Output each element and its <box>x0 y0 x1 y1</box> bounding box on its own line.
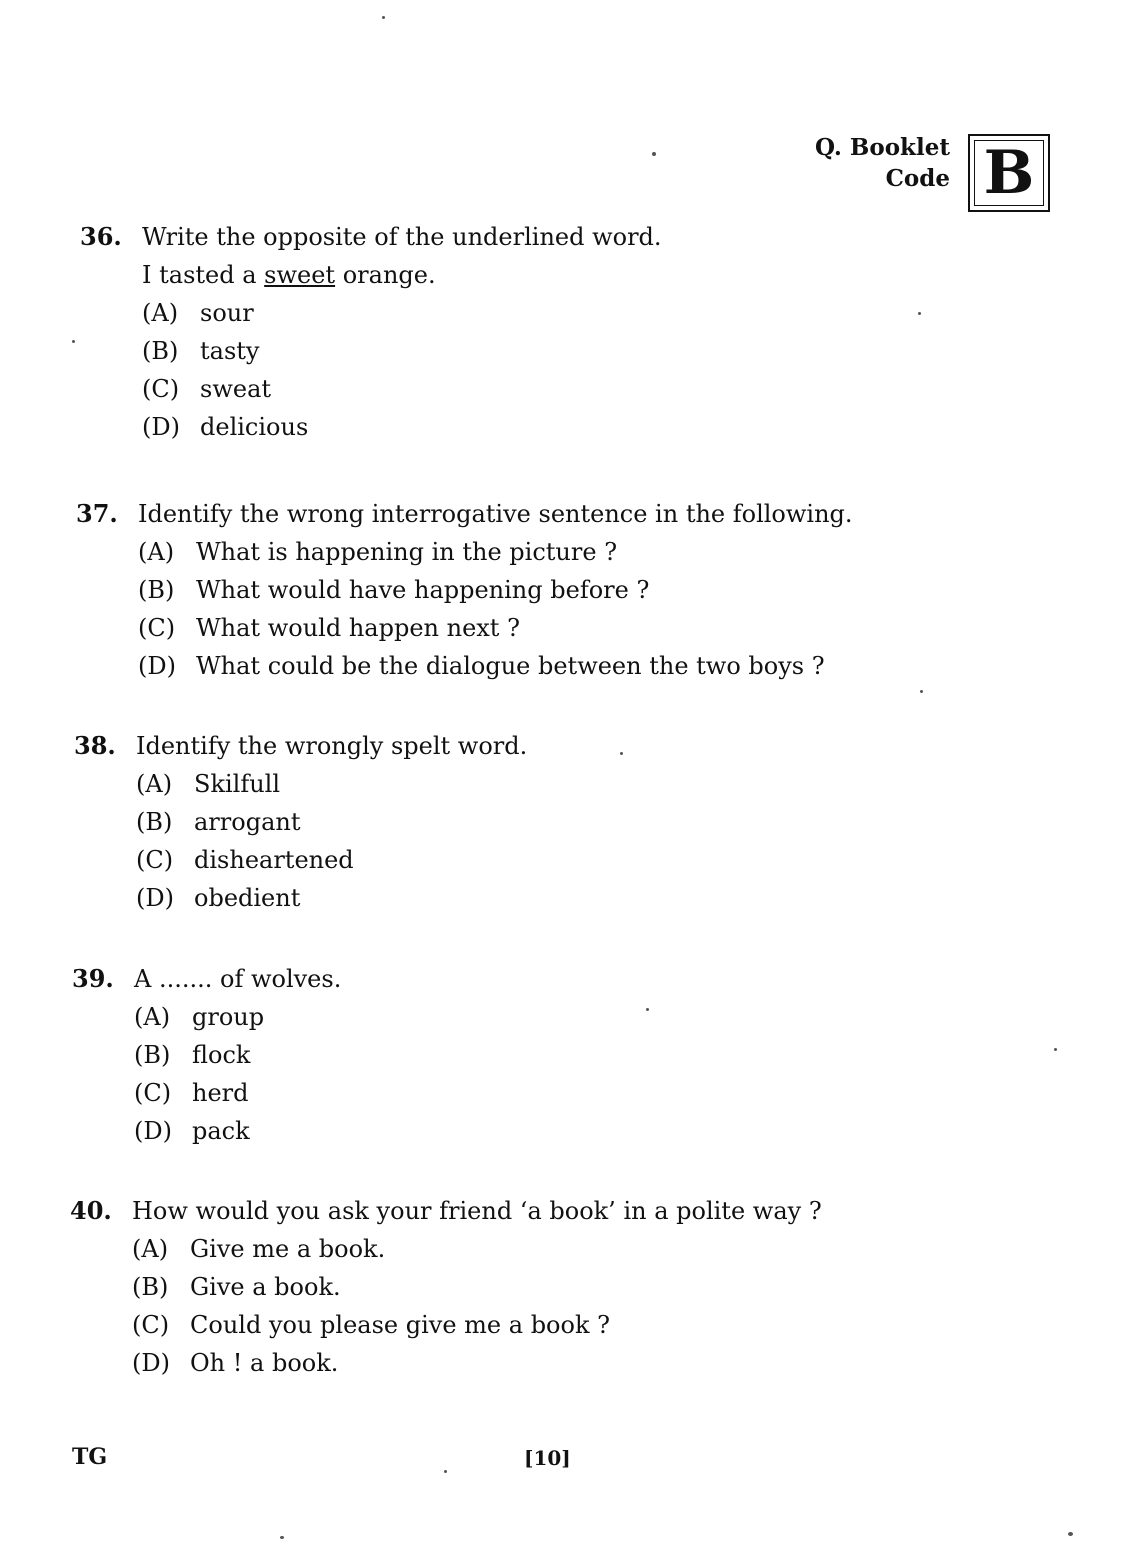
option-a <box>72 998 341 1036</box>
sentence-before: I tasted a <box>142 261 265 289</box>
option-d <box>76 647 853 685</box>
option-letter: (B) <box>142 337 179 365</box>
option-letter: (D) <box>134 1117 172 1145</box>
question-36 <box>80 218 662 446</box>
question-text: How would you ask your friend ‘a book’ in a polite way ? <box>132 1197 822 1225</box>
option-b <box>80 332 662 370</box>
option-text: flock <box>192 1041 251 1069</box>
option-letter: (C) <box>138 614 176 642</box>
option-text: What is happening in the picture ? <box>196 538 618 566</box>
option-b <box>70 1268 822 1306</box>
option-text: obedient <box>194 884 301 912</box>
option-c <box>70 1306 822 1344</box>
scan-speck <box>920 690 923 693</box>
option-text: tasty <box>200 337 260 365</box>
option-a <box>76 533 853 571</box>
option-text: disheartened <box>194 846 354 874</box>
question-39 <box>72 960 341 1150</box>
page-number: [10] <box>524 1446 571 1470</box>
question-number: 38. <box>74 731 116 760</box>
option-c <box>72 1074 341 1112</box>
question-number: 36. <box>80 222 122 251</box>
question-number: 40. <box>70 1196 112 1225</box>
booklet-code-letter: B <box>983 138 1035 208</box>
option-letter: (B) <box>136 808 173 836</box>
scan-speck <box>382 16 385 19</box>
option-b <box>76 571 853 609</box>
option-b <box>72 1036 341 1074</box>
option-text: Skilfull <box>194 770 281 798</box>
option-text: What would happen next ? <box>196 614 520 642</box>
scan-speck <box>652 152 656 156</box>
option-c <box>74 841 527 879</box>
option-text: arrogant <box>194 808 301 836</box>
option-a <box>80 294 662 332</box>
question-text: Identify the wrongly spelt word. <box>136 732 528 760</box>
option-text: Oh ! a book. <box>190 1349 339 1377</box>
option-letter: (D) <box>136 884 174 912</box>
booklet-code-label <box>790 132 950 194</box>
scan-speck <box>444 1470 447 1473</box>
option-letter: (D) <box>138 652 176 680</box>
option-c <box>80 370 662 408</box>
option-letter: (A) <box>132 1235 169 1263</box>
scan-speck <box>1068 1532 1073 1536</box>
option-text: sweat <box>200 375 272 403</box>
question-text: Write the opposite of the underlined word. <box>142 223 662 251</box>
option-letter: (C) <box>134 1079 172 1107</box>
option-letter: (C) <box>136 846 174 874</box>
option-text: delicious <box>200 413 309 441</box>
option-letter: (B) <box>138 576 175 604</box>
option-letter: (A) <box>142 299 179 327</box>
question-text: A ....... of wolves. <box>134 965 342 993</box>
scan-speck <box>280 1536 284 1539</box>
option-letter: (B) <box>134 1041 171 1069</box>
question-38 <box>74 727 527 917</box>
option-d <box>70 1344 822 1382</box>
question-number: 37. <box>76 499 118 528</box>
option-a <box>70 1230 822 1268</box>
option-text: sour <box>200 299 254 327</box>
option-text: What could be the dialogue between the two boys ? <box>196 652 825 680</box>
scan-speck <box>72 340 75 343</box>
question-40 <box>70 1192 822 1382</box>
option-text: Give a book. <box>190 1273 341 1301</box>
option-letter: (A) <box>134 1003 171 1031</box>
option-text: pack <box>192 1117 250 1145</box>
footer-code: TG <box>72 1444 108 1470</box>
option-text: group <box>192 1003 265 1031</box>
option-letter: (C) <box>142 375 180 403</box>
question-sentence <box>80 256 662 294</box>
option-letter: (D) <box>142 413 180 441</box>
option-d <box>72 1112 341 1150</box>
question-number: 39. <box>72 964 114 993</box>
option-b <box>74 803 527 841</box>
scan-speck <box>918 312 921 315</box>
option-a <box>74 765 527 803</box>
scan-speck <box>1054 1048 1057 1051</box>
option-letter: (B) <box>132 1273 169 1301</box>
booklet-label-line2: Code <box>885 165 950 192</box>
scan-speck <box>646 1008 649 1011</box>
option-c <box>76 609 853 647</box>
option-text: What would have happening before ? <box>196 576 650 604</box>
question-text: Identify the wrong interrogative sentence in the following. <box>138 500 853 528</box>
underlined-word: sweet <box>264 261 336 289</box>
option-d <box>80 408 662 446</box>
option-d <box>74 879 527 917</box>
option-text: Could you please give me a book ? <box>190 1311 610 1339</box>
option-letter: (D) <box>132 1349 170 1377</box>
option-text: Give me a book. <box>190 1235 386 1263</box>
option-letter: (C) <box>132 1311 170 1339</box>
option-text: herd <box>192 1079 249 1107</box>
booklet-label-line1: Q. Booklet <box>815 134 950 161</box>
question-37 <box>76 495 853 685</box>
sentence-after: orange. <box>335 261 436 289</box>
option-letter: (A) <box>136 770 173 798</box>
booklet-code-box <box>968 134 1050 212</box>
option-letter: (A) <box>138 538 175 566</box>
scan-speck <box>620 752 623 755</box>
